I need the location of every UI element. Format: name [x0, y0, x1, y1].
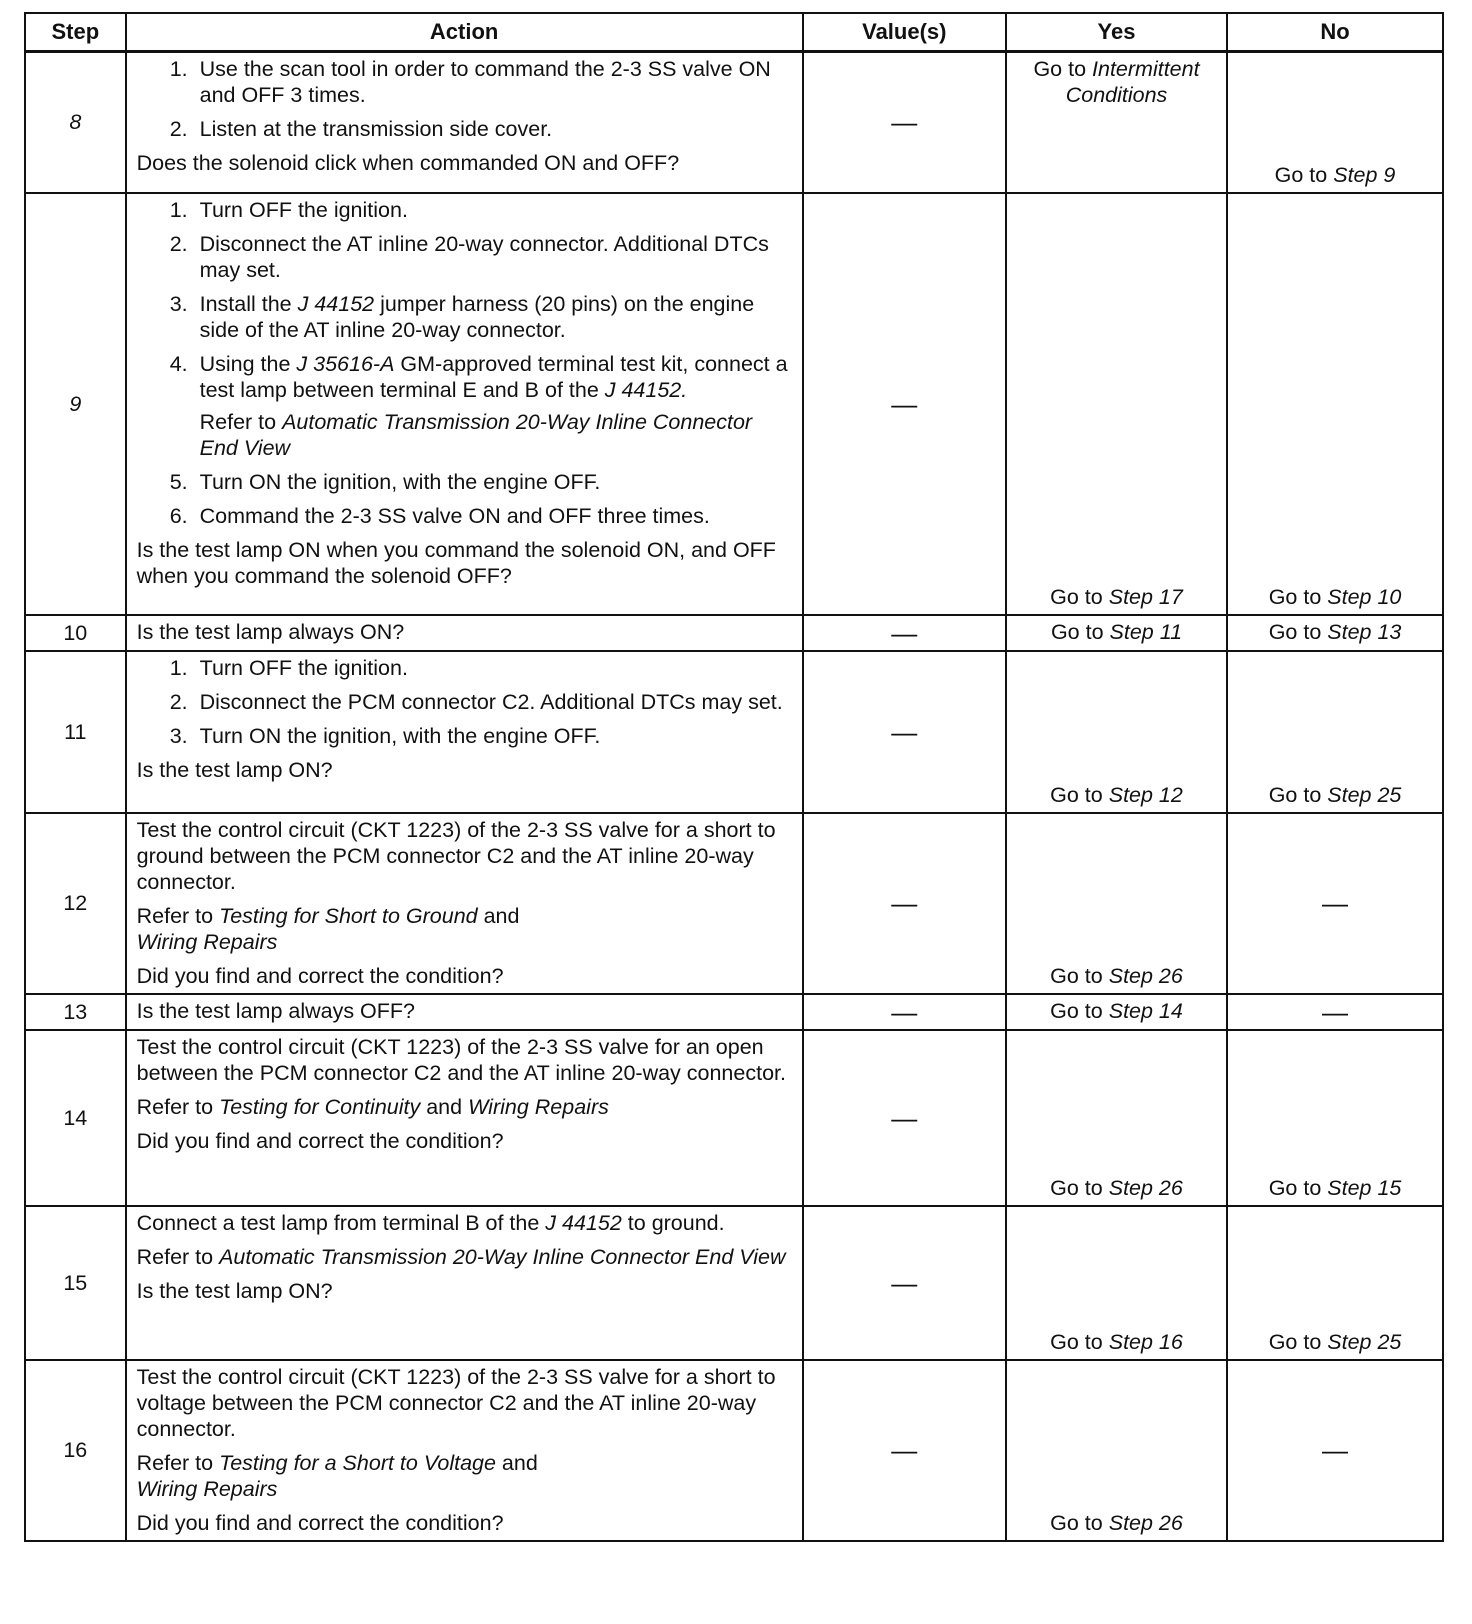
- link-target: Step 11: [1109, 620, 1183, 644]
- no-link[interactable]: [1228, 1329, 1442, 1355]
- yes-link[interactable]: [1051, 620, 1182, 644]
- period: .: [681, 377, 688, 402]
- instruction: 3. Turn ON the ignition, with the engine OFF.: [194, 723, 792, 749]
- header-step: Step: [25, 13, 126, 52]
- link-target: Step 25: [1327, 1329, 1402, 1354]
- refer-note: [137, 1450, 792, 1502]
- step-row-14: [25, 1030, 1443, 1206]
- no-cell: [1227, 1206, 1443, 1360]
- goto-text: Go to: [1268, 584, 1322, 609]
- header-no: No: [1227, 13, 1443, 52]
- step-number: 14: [25, 1030, 126, 1206]
- reference-link[interactable]: Wiring Repairs: [136, 1476, 278, 1501]
- question: Does the solenoid click when commanded ON and OFF?: [136, 151, 680, 175]
- step-number: 15: [25, 1206, 126, 1360]
- goto-text: Go to: [1050, 620, 1104, 644]
- step-row-16: [25, 1360, 1443, 1541]
- instruction: 2. Disconnect the AT inline 20-way connector. Additional DTCs may set.: [194, 231, 792, 283]
- text: Using the: [199, 351, 297, 376]
- step-number: 8: [25, 52, 126, 193]
- no-cell: —: [1227, 994, 1443, 1030]
- step-number: 16: [25, 1360, 126, 1541]
- tool-ref: J 44152: [297, 291, 375, 316]
- instruction: 1. Turn OFF the ignition.: [194, 197, 792, 223]
- step-number: 12: [25, 813, 126, 994]
- header-values: Value(s): [803, 13, 1006, 52]
- yes-link[interactable]: [1007, 1329, 1226, 1355]
- yes-link[interactable]: [1007, 963, 1226, 989]
- question: Did you find and correct the condition?: [136, 1510, 504, 1535]
- goto-text: Go to: [1050, 584, 1103, 609]
- text: Refer to: [136, 903, 220, 928]
- goto-text: Go to: [1050, 963, 1103, 988]
- reference-link[interactable]: Testing for a Short to Voltage: [219, 1450, 496, 1475]
- text: Refer to: [136, 1094, 220, 1119]
- goto-text: Go to: [1268, 1329, 1322, 1354]
- link-target: Step 10: [1327, 584, 1402, 609]
- instruction: 2. Listen at the transmission side cover.: [194, 116, 792, 142]
- no-cell: [1227, 651, 1443, 813]
- tool-ref: J 44152: [604, 377, 682, 402]
- link-target: Step 14: [1108, 999, 1183, 1023]
- text: Refer to: [199, 409, 283, 434]
- step-number: 9: [25, 193, 126, 615]
- link-target: Step 16: [1108, 1329, 1183, 1354]
- question: Is the test lamp ON?: [136, 757, 333, 782]
- instruction-list: [137, 469, 792, 529]
- yes-cell: [1006, 994, 1227, 1030]
- yes-link[interactable]: [1007, 1510, 1226, 1536]
- step-number: 13: [25, 994, 126, 1030]
- tool-ref: J 44152: [545, 1210, 622, 1235]
- refer-note: [194, 409, 792, 461]
- goto-text: Go to: [1268, 620, 1322, 644]
- yes-cell: [1006, 193, 1227, 615]
- reference-link[interactable]: Automatic Transmission 20-Way Inline Connector End View: [219, 1244, 786, 1269]
- action-cell: [126, 1206, 803, 1360]
- link-target: Step 25: [1327, 782, 1402, 807]
- goto-text: Go to: [1050, 1329, 1103, 1354]
- action-cell: [126, 615, 803, 651]
- instruction-list: [137, 197, 792, 403]
- text: and: [477, 903, 520, 928]
- header-row: [25, 13, 1443, 52]
- yes-link[interactable]: [1007, 1175, 1226, 1201]
- step-row-12: [25, 813, 1443, 994]
- header-action: Action: [126, 13, 803, 52]
- value-cell: —: [803, 813, 1006, 994]
- header-yes: Yes: [1006, 13, 1227, 52]
- no-cell: —: [1227, 813, 1443, 994]
- action-cell: [126, 813, 803, 994]
- instruction: Test the control circuit (CKT 1223) of the 2-3 SS valve for an open between the PCM connector C2 and the AT inline 20-way connector.: [136, 1034, 786, 1085]
- instruction: 2. Disconnect the PCM connector C2. Additional DTCs may set.: [194, 689, 792, 715]
- question: Did you find and correct the condition?: [136, 1128, 504, 1153]
- step-number: 11: [25, 651, 126, 813]
- link-target: Step 26: [1108, 963, 1183, 988]
- value-cell: —: [803, 193, 1006, 615]
- step-row-15: [25, 1206, 1443, 1360]
- step-number: 10: [25, 615, 126, 651]
- text: GM-approved terminal test kit, connect a test lamp between terminal E and B of the: [199, 351, 788, 402]
- question: Is the test lamp ON?: [136, 1278, 333, 1303]
- link-target: Step 9: [1333, 162, 1396, 187]
- reference-link[interactable]: Wiring Repairs: [136, 929, 278, 954]
- action-cell: [126, 994, 803, 1030]
- no-cell: [1227, 1030, 1443, 1206]
- link-target: Step 17: [1108, 584, 1183, 609]
- link-target: Step 12: [1108, 782, 1183, 807]
- instruction: 1. Use the scan tool in order to command the 2-3 SS valve ON and OFF 3 times.: [194, 56, 792, 108]
- instruction: Test the control circuit (CKT 1223) of the 2-3 SS valve for a short to ground between the PCM connector C2 and the AT inline 20-way connector.: [136, 817, 776, 894]
- no-cell: —: [1227, 1360, 1443, 1541]
- link-target: Intermittent Conditions: [1065, 57, 1200, 107]
- instruction: 5. Turn ON the ignition, with the engine OFF.: [194, 469, 792, 495]
- refer-note: [137, 903, 792, 955]
- yes-link[interactable]: [1013, 56, 1220, 108]
- instruction: 1. Turn OFF the ignition.: [194, 655, 792, 681]
- goto-text: Go to: [1050, 999, 1103, 1023]
- instruction: [194, 351, 792, 403]
- yes-cell: [1006, 1030, 1227, 1206]
- instruction-list: [137, 655, 792, 749]
- step-row-9: [25, 193, 1443, 615]
- text: Install the: [199, 291, 298, 316]
- value-cell: —: [803, 615, 1006, 651]
- goto-text: Go to: [1274, 162, 1328, 187]
- action-cell: [126, 1030, 803, 1206]
- action-cell: [126, 1360, 803, 1541]
- reference-link[interactable]: Testing for Short to Ground: [219, 903, 478, 928]
- value-cell: —: [803, 994, 1006, 1030]
- no-link[interactable]: [1269, 620, 1402, 644]
- question: Is the test lamp always OFF?: [136, 999, 416, 1023]
- yes-link[interactable]: [1007, 584, 1226, 610]
- text: jumper harness (20 pins) on the engine side of the AT inline 20-way connector.: [199, 291, 755, 342]
- action-cell: [126, 193, 803, 615]
- yes-cell: [1006, 813, 1227, 994]
- yes-cell: [1006, 651, 1227, 813]
- text: Refer to: [136, 1244, 220, 1269]
- goto-text: Go to: [1033, 57, 1087, 81]
- text: and: [495, 1450, 538, 1475]
- text: and: [420, 1094, 469, 1119]
- yes-link[interactable]: [1007, 782, 1226, 808]
- value-cell: —: [803, 1030, 1006, 1206]
- reference-link[interactable]: Testing for Continuity: [219, 1094, 421, 1119]
- value-cell: —: [803, 52, 1006, 193]
- step-row-8: [25, 52, 1443, 193]
- action-cell: [126, 52, 803, 193]
- reference-link[interactable]: Wiring Repairs: [468, 1094, 609, 1119]
- text: Refer to: [136, 1450, 220, 1475]
- no-cell: [1227, 52, 1443, 193]
- value-cell: —: [803, 1360, 1006, 1541]
- question: Is the test lamp ON when you command the solenoid ON, and OFF when you command the solenoid OFF?: [136, 537, 776, 588]
- instruction: 6. Command the 2-3 SS valve ON and OFF three times.: [194, 503, 792, 529]
- no-cell: [1227, 193, 1443, 615]
- action-cell: [126, 651, 803, 813]
- step-row-13: [25, 994, 1443, 1030]
- step-row-11: [25, 651, 1443, 813]
- yes-link[interactable]: [1050, 999, 1183, 1023]
- instruction: [137, 1210, 792, 1236]
- yes-cell: [1006, 615, 1227, 651]
- refer-note: [137, 1244, 792, 1270]
- no-link[interactable]: [1228, 584, 1442, 610]
- yes-cell: [1006, 52, 1227, 193]
- reference-link[interactable]: Automatic Transmission 20-Way Inline Connector End View: [199, 409, 753, 460]
- no-link[interactable]: [1228, 782, 1442, 808]
- text: to ground.: [621, 1210, 725, 1235]
- no-link[interactable]: [1228, 162, 1442, 188]
- goto-text: Go to: [1050, 782, 1103, 807]
- diagnostic-table: [24, 12, 1444, 1542]
- yes-cell: [1006, 1206, 1227, 1360]
- value-cell: —: [803, 1206, 1006, 1360]
- goto-text: Go to: [1050, 1175, 1103, 1200]
- instruction: Test the control circuit (CKT 1223) of the 2-3 SS valve for a short to voltage between the PCM connector C2 and the AT inline 20-way connector.: [136, 1364, 776, 1441]
- link-target: Step 15: [1327, 1175, 1402, 1200]
- link-target: Step 26: [1108, 1175, 1183, 1200]
- no-cell: [1227, 615, 1443, 651]
- instruction: [194, 291, 792, 343]
- instruction-list: [137, 56, 792, 142]
- yes-cell: [1006, 1360, 1227, 1541]
- question: Is the test lamp always ON?: [136, 620, 405, 644]
- question: Did you find and correct the condition?: [136, 963, 504, 988]
- goto-text: Go to: [1268, 1175, 1322, 1200]
- step-row-10: [25, 615, 1443, 651]
- goto-text: Go to: [1050, 1510, 1103, 1535]
- tool-ref: J 35616-A: [296, 351, 395, 376]
- link-target: Step 26: [1108, 1510, 1183, 1535]
- text: Connect a test lamp from terminal B of the: [136, 1210, 546, 1235]
- link-target: Step 13: [1327, 620, 1402, 644]
- no-link[interactable]: [1228, 1175, 1442, 1201]
- value-cell: —: [803, 651, 1006, 813]
- goto-text: Go to: [1268, 782, 1322, 807]
- refer-note: [137, 1094, 792, 1120]
